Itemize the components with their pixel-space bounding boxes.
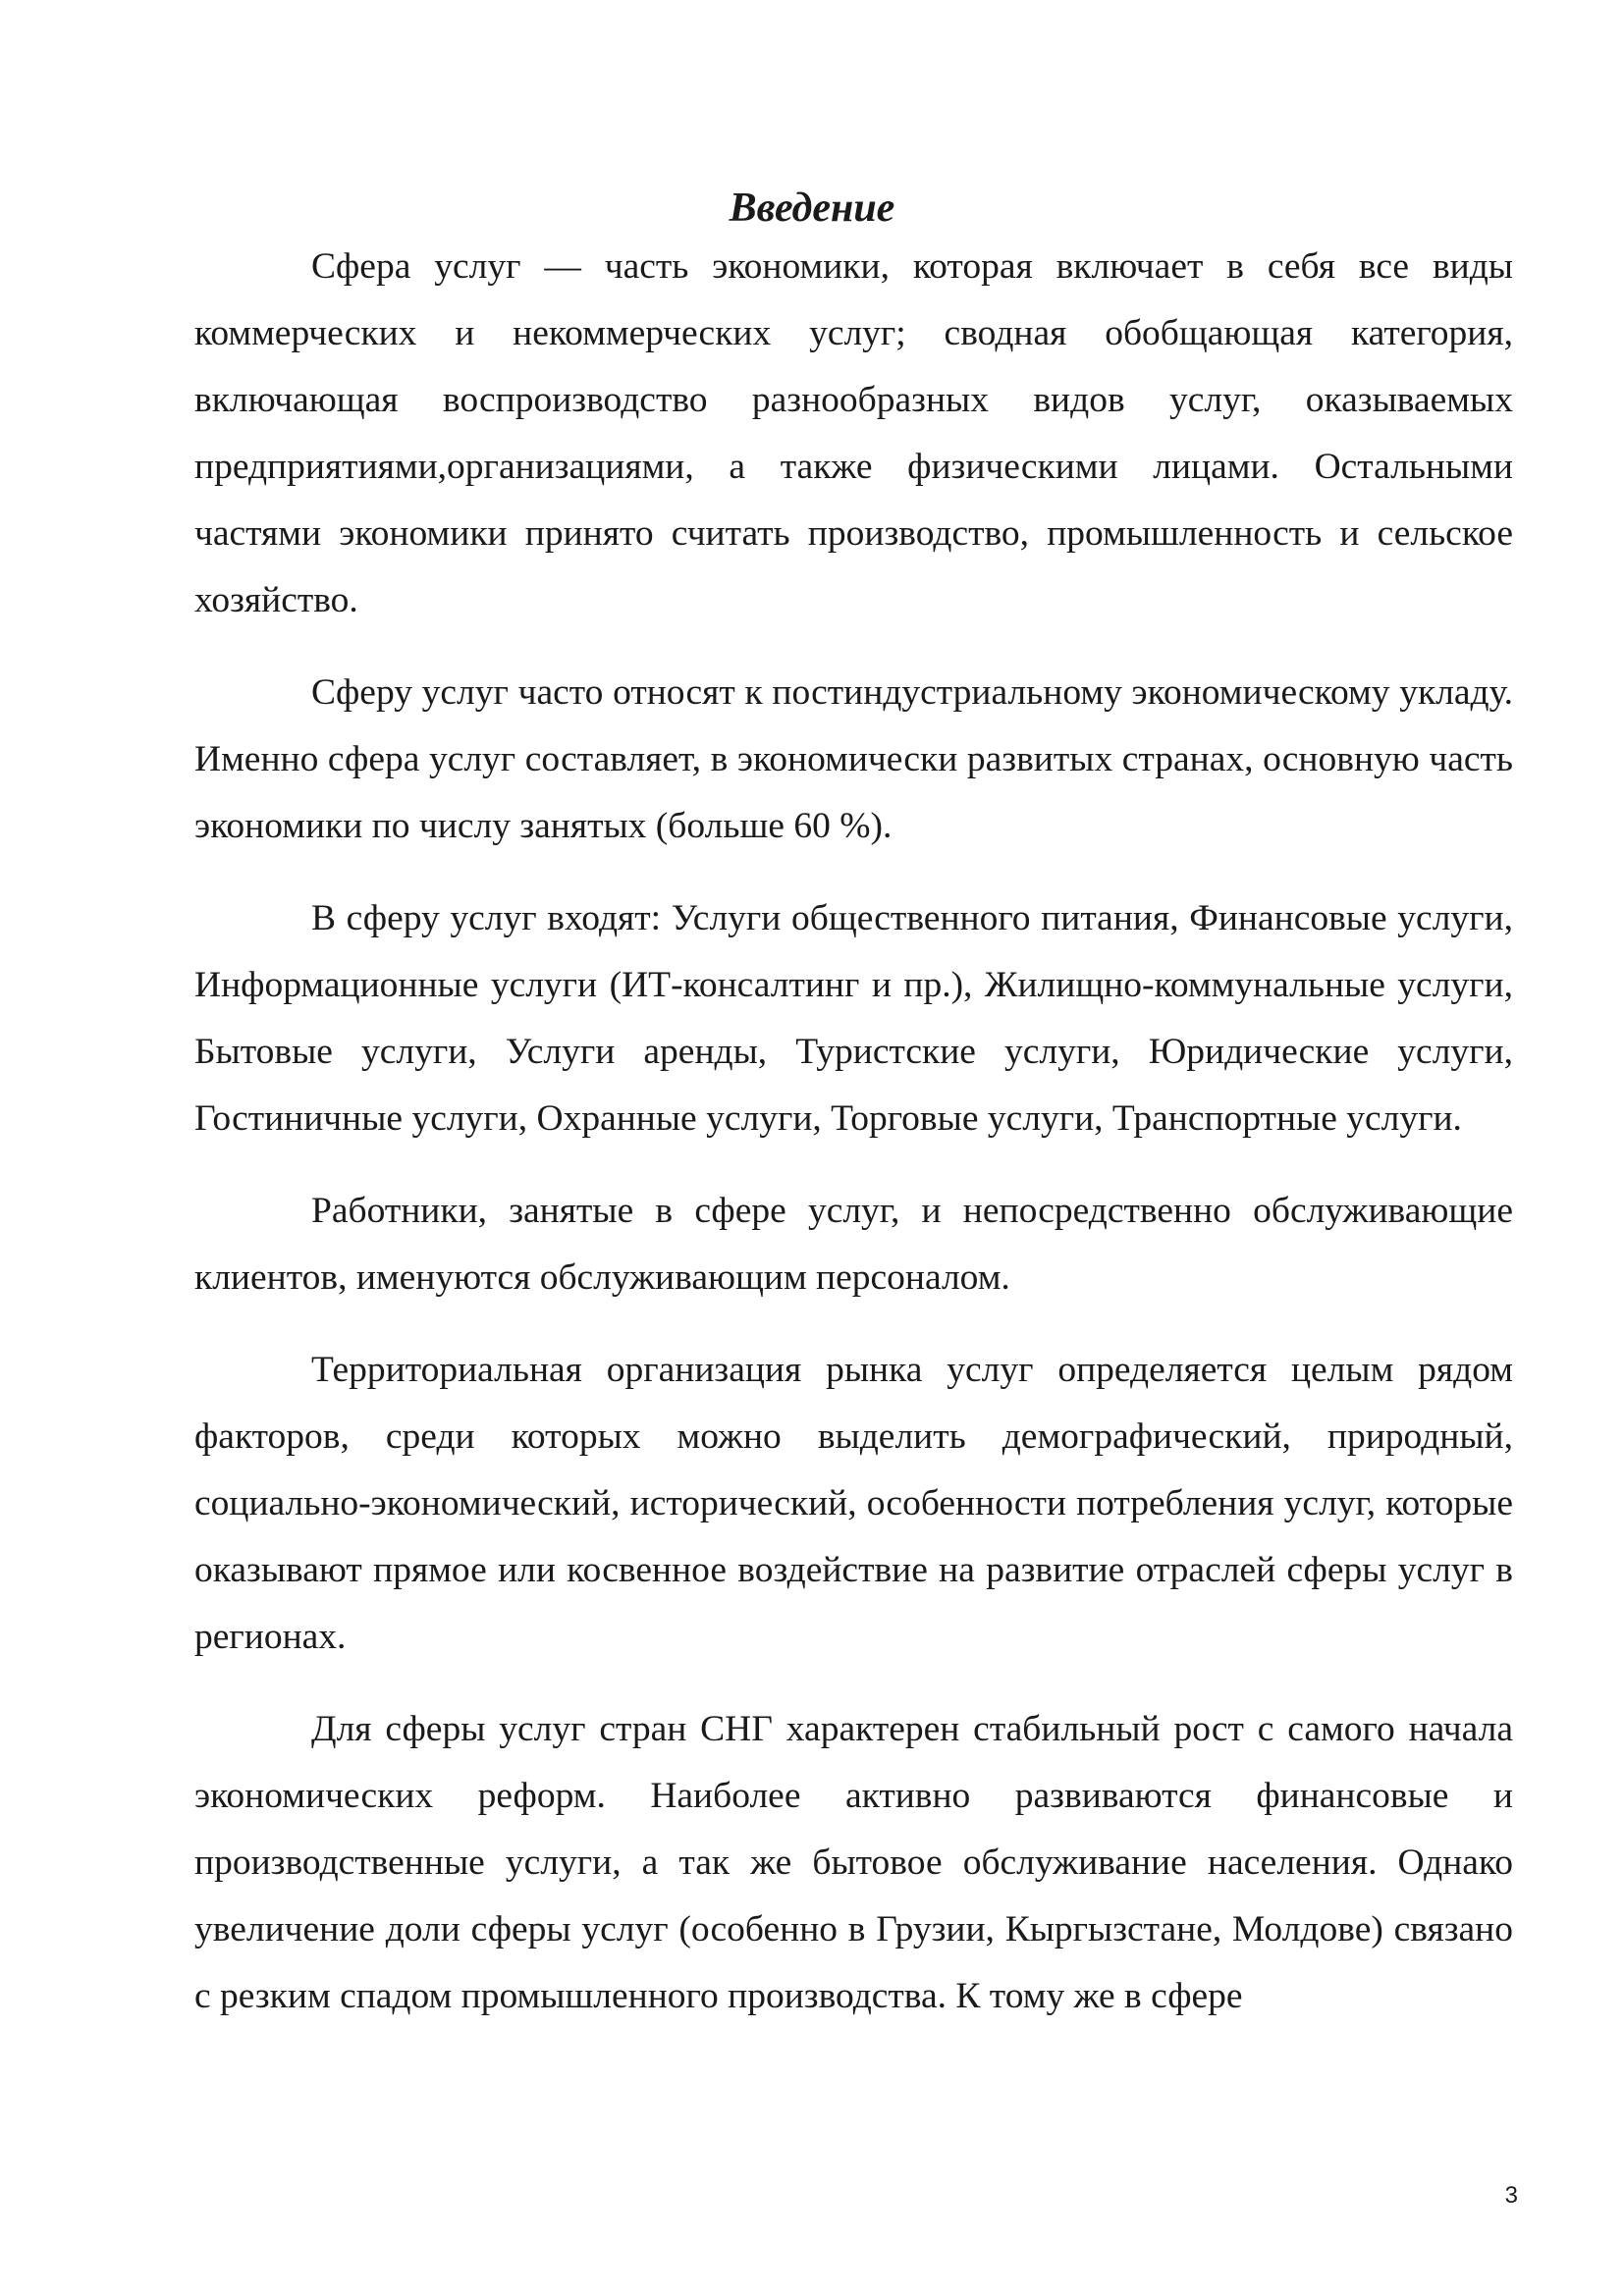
- paragraph-1: Сфера услуг — часть экономики, которая включает в себя все виды коммерческих и некоммерческих услуг; сводная обобщающая категория, включающая воспроизводство разнообразных видов услуг, оказываемых предприятиями,организациями, а также физическими лицами. Остальными частями экономики принято считать производство, промышленность и сельское хозяйство.: [194, 246, 1513, 620]
- paragraph-6: Для сферы услуг стран СНГ характерен стабильный рост с самого начала экономических реформ. Наиболее активно развиваются финансовые и производственные услуги, а так же бытовое обслуживание населения. Однако увеличение доли сферы услуг (особенно в Грузии, Кыргызстане, Молдове) связано с резким спадом промышленного производства. К тому же в сфере: [194, 1709, 1513, 2016]
- paragraph-5: Территориальная организация рынка услуг определяется целым рядом факторов, среди которых можно выделить демографический, природный, социально-экономический, исторический, особенности потребления услуг, которые оказывают прямое или косвенное воздействие на развитие отраслей сферы услуг в регионах.: [194, 1350, 1513, 1657]
- paragraph-3: В сферу услуг входят: Услуги общественного питания, Финансовые услуги, Информационные услуги (ИТ-консалтинг и пр.), Жилищно-коммунальные услуги, Бытовые услуги, Услуги аренды, Туристские услуги, Юридические услуги, Гостиничные услуги, Охранные услуги, Торговые услуги, Транспортные услуги.: [194, 898, 1513, 1139]
- paragraph-4: Работники, занятые в сфере услуг, и непосредственно обслуживающие клиентов, именуются обслуживающим персоналом.: [194, 1191, 1513, 1298]
- paragraph-2: Сферу услуг часто относят к постиндустриальному экономическому укладу. Именно сфера услуг составляет, в экономически развитых странах, основную часть экономики по числу занятых (больше 60 %).: [194, 672, 1513, 846]
- page-title: Введение: [729, 186, 895, 232]
- body-text: [194, 234, 1513, 2056]
- page-number: 3: [1504, 2182, 1518, 2209]
